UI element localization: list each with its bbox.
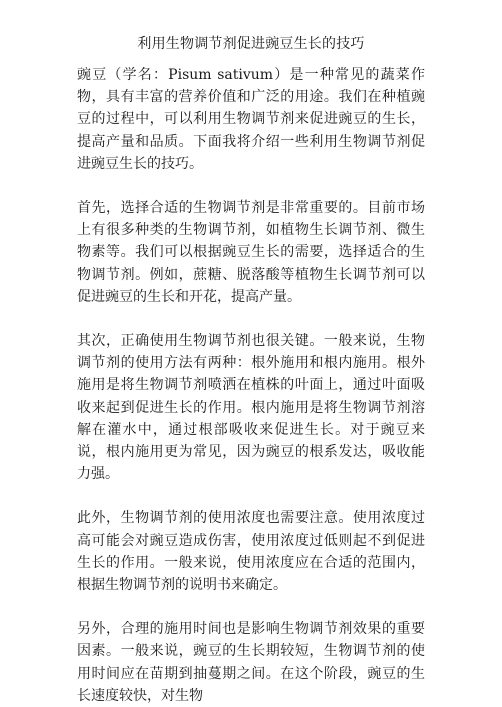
- paragraph-usage-method: 其次，正确使用生物调节剂也很关键。一般来说，生物调节剂的使用方法有两种：根外施用和根内施用。根外施用是将生物调节剂喷洒在植株的叶面上，通过叶面吸收来起到促进生长的作用。根内施用是将生物调节剂溶解在灌水中，通过根部吸收来促进生长。对于豌豆来说，根内施用更为常见，因为豌豆的根系发达，吸收能力强。: [77, 333, 425, 483]
- document-title: 利用生物调节剂促进豌豆生长的技巧: [137, 36, 365, 52]
- paragraph-intro: 豌豆（学名：Pisum sativum）是一种常见的蔬菜作物，具有丰富的营养价值和广泛的用途。我们在种植豌豆的过程中，可以利用生物调节剂来促进豌豆的生长，提高产量和品质。下面我将介绍一些利用生物调节剂促进豌豆生长的技巧。: [77, 67, 425, 172]
- paragraph-choose-regulator: 首先，选择合适的生物调节剂是非常重要的。目前市场上有很多种类的生物调节剂，如植物生长调节剂、微生物素等。我们可以根据豌豆生长的需要，选择适合的生物调节剂。例如，蔗糖、脱落酸等植物生长调节剂可以促进豌豆的生长和开花，提高产量。: [77, 200, 425, 305]
- paragraph-timing: 另外，合理的施用时间也是影响生物调节剂效果的重要因素。一般来说，豌豆的生长期较短，生物调节剂的使用时间应在苗期到抽蔓期之间。在这个阶段，豌豆的生长速度较快，对生物: [77, 621, 425, 704]
- paragraph-concentration: 此外，生物调节剂的使用浓度也需要注意。使用浓度过高可能会对豌豆造成伤害，使用浓度过低则起不到促进生长的作用。一般来说，使用浓度应在合适的范围内，根据生物调节剂的说明书来确定。: [77, 510, 425, 594]
